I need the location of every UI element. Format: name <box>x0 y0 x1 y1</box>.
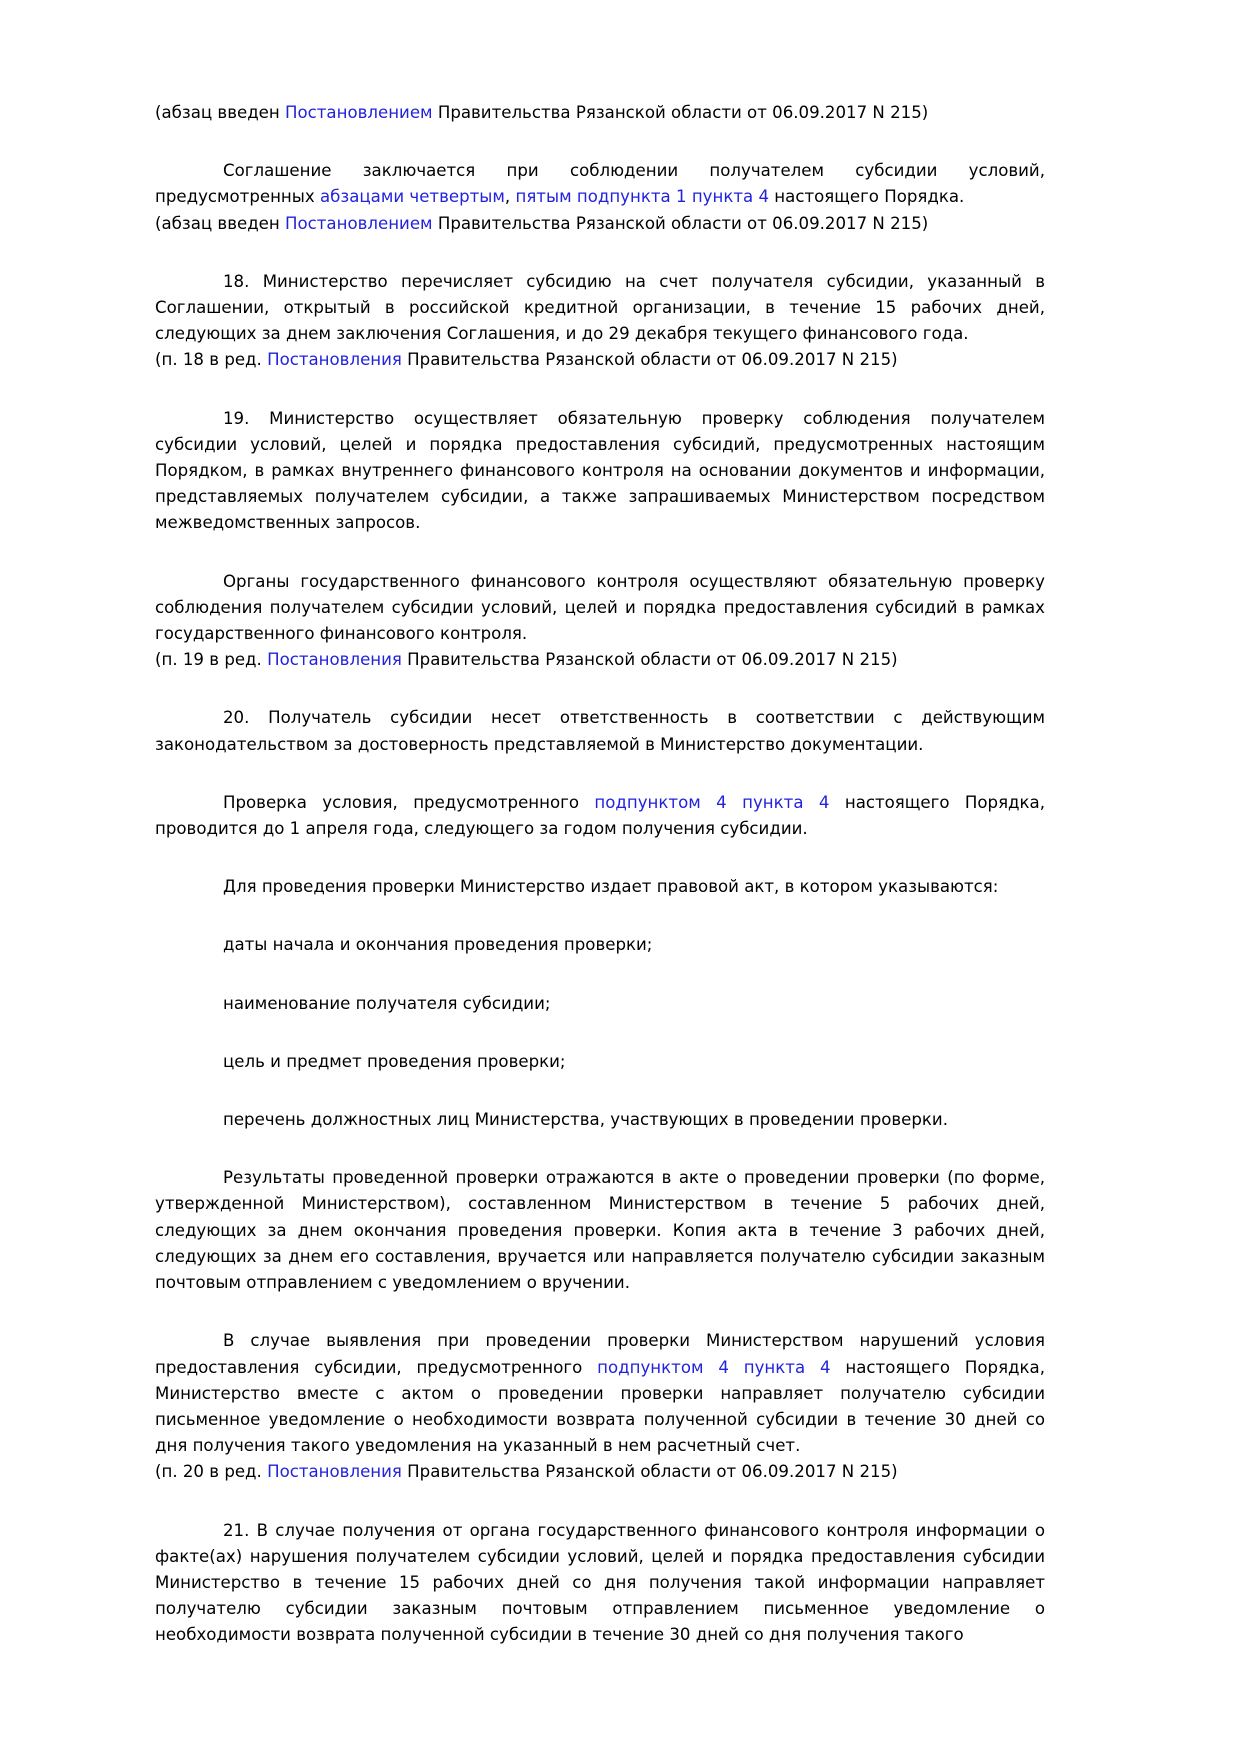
paragraph-spacer <box>155 842 1045 874</box>
legal-reference-link[interactable]: Постановлением <box>285 103 433 122</box>
paragraph-spacer <box>155 758 1045 790</box>
paragraph <box>155 569 1045 648</box>
text-run: Результаты проведенной проверки отражаются в акте о проведении проверки (по форме, утвержденной Министерством), составленном Министерством в течение 5 рабочих дней, следующих за днем окончания проведения проверки. Копия акта в течение 3 рабочих дней, следующих за днем его составления, вручается или направляется получателю субсидии заказным почтовым отправлением с уведомлением о вручении. <box>155 1168 1045 1293</box>
amendment-note <box>155 347 1045 373</box>
list-item <box>155 932 1045 958</box>
text-run: Правительства Рязанской области от 06.09.2017 N 215) <box>432 103 929 122</box>
legal-reference-link[interactable]: подпунктом 4 пункта 4 <box>597 1357 831 1377</box>
text-run: Проверка условия, предусмотренного <box>223 792 595 812</box>
amendment-note <box>155 1459 1045 1485</box>
text-run: Правительства Рязанской области от 06.09.2017 N 215) <box>401 1462 898 1482</box>
text-run: Соглашение заключается при соблюдении получателем субсидии условий, предусмотренных <box>155 161 1045 207</box>
text-run: Правительства Рязанской области от 06.09.2017 N 215) <box>401 650 898 670</box>
paragraph-spacer <box>155 1017 1045 1049</box>
paragraph <box>155 406 1045 537</box>
text-run: Для проведения проверки Министерство издает правовой акт, в котором указываются: <box>223 877 999 897</box>
legal-reference-link[interactable]: Постановлением <box>285 213 433 233</box>
paragraph-spacer <box>155 1075 1045 1107</box>
text-run: даты начала и окончания проведения проверки; <box>223 935 653 955</box>
text-run: , <box>504 187 516 207</box>
text-run: (п. 19 в ред. <box>155 650 268 670</box>
paragraph-spacer <box>155 537 1045 569</box>
text-run: 18. Министерство перечисляет субсидию на счет получателя субсидии, указанный в Соглашении, открытый в российской кредитной организации, в течение 15 рабочих дней, следующих за днем заключения Соглашения, и до 29 декабря текущего финансового года. <box>155 271 1045 344</box>
text-run: 20. Получатель субсидии несет ответственность в соответствии с действующим законодательством за достоверность представляемой в Министерство документации. <box>155 708 1045 754</box>
text-run: (п. 18 в ред. <box>155 350 268 370</box>
paragraph-spacer <box>155 1486 1045 1518</box>
legal-reference-link[interactable]: Постановления <box>267 350 402 370</box>
text-run: (абзац введен <box>155 103 286 122</box>
text-run: 19. Министерство осуществляет обязательную проверку соблюдения получателем субсидии условий, целей и порядка предоставления субсидий, предусмотренных настоящим Порядком, в рамках внутреннего финансового контроля на основании документов и информации, представляемых получателем субсидии, а также запрашиваемых Министерством посредством межведомственных запросов. <box>155 408 1045 533</box>
text-run: Правительства Рязанской области от 06.09.2017 N 215) <box>401 350 898 370</box>
legal-reference-link[interactable]: абзацами четвертым <box>319 187 505 207</box>
amendment-note <box>155 211 1045 237</box>
text-run: настоящего Порядка. <box>769 187 965 207</box>
paragraph-spacer <box>155 1133 1045 1165</box>
paragraph-spacer <box>155 900 1045 932</box>
document-body <box>155 100 1045 1649</box>
text-run: (абзац введен <box>155 213 286 233</box>
text-run: настоящего Порядка, проводится до 1 апреля года, следующего за годом получения субсидии. <box>155 792 1045 839</box>
amendment-note <box>155 100 1045 126</box>
text-run: (п. 20 в ред. <box>155 1462 268 1482</box>
text-run: цель и предмет проведения проверки; <box>223 1051 566 1071</box>
legal-reference-link[interactable]: подпунктом 4 пункта 4 <box>594 792 830 812</box>
paragraph-spacer <box>155 374 1045 406</box>
paragraph <box>155 790 1045 842</box>
paragraph <box>155 1518 1045 1649</box>
text-run: наименование получателя субсидии; <box>223 993 551 1013</box>
text-run: Органы государственного финансового контроля осуществляют обязательную проверку соблюдения получателем субсидии условий, целей и порядка предоставления субсидий в рамках государственного финансового контроля. <box>155 571 1045 644</box>
text-run: Правительства Рязанской области от 06.09.2017 N 215) <box>432 213 929 233</box>
paragraph <box>155 1165 1045 1296</box>
text-run: 21. В случае получения от органа государственного финансового контроля информации о факте(ах) нарушения получателем субсидии условий, целей и порядка предоставления субсидии Министерство в течение 15 рабочих дней со дня получения такой информации направляет получателю субсидии заказным почтовым отправлением письменное уведомление о необходимости возврата полученной субсидии в течение 30 дней со дня получения такого <box>155 1520 1045 1645</box>
paragraph <box>155 705 1045 757</box>
text-run: настоящего Порядка, Министерство вместе с актом о проведении проверки направляет получателю субсидии письменное уведомление о необходимости возврата полученной субсидии в течение 30 дней со дня получения такого уведомления на указанный в нем расчетный счет. <box>155 1357 1045 1456</box>
paragraph-spacer <box>155 1296 1045 1328</box>
list-item <box>155 991 1045 1017</box>
list-item <box>155 1049 1045 1075</box>
paragraph-spacer <box>155 237 1045 269</box>
legal-reference-link[interactable]: пятым подпункта 1 пункта 4 <box>515 187 770 207</box>
legal-reference-link[interactable]: Постановления <box>267 650 402 670</box>
paragraph-spacer <box>155 673 1045 705</box>
amendment-note <box>155 647 1045 673</box>
paragraph <box>155 269 1045 348</box>
paragraph <box>155 874 1045 900</box>
paragraph-spacer <box>155 959 1045 991</box>
paragraph <box>155 1328 1045 1459</box>
text-run: перечень должностных лиц Министерства, участвующих в проведении проверки. <box>223 1110 948 1130</box>
text-run: В случае выявления при проведении проверки Министерством нарушений условия предоставления субсидии, предусмотренного <box>155 1331 1045 1377</box>
paragraph <box>155 158 1045 210</box>
paragraph-spacer <box>155 126 1045 158</box>
legal-reference-link[interactable]: Постановления <box>267 1462 402 1482</box>
list-item <box>155 1107 1045 1133</box>
